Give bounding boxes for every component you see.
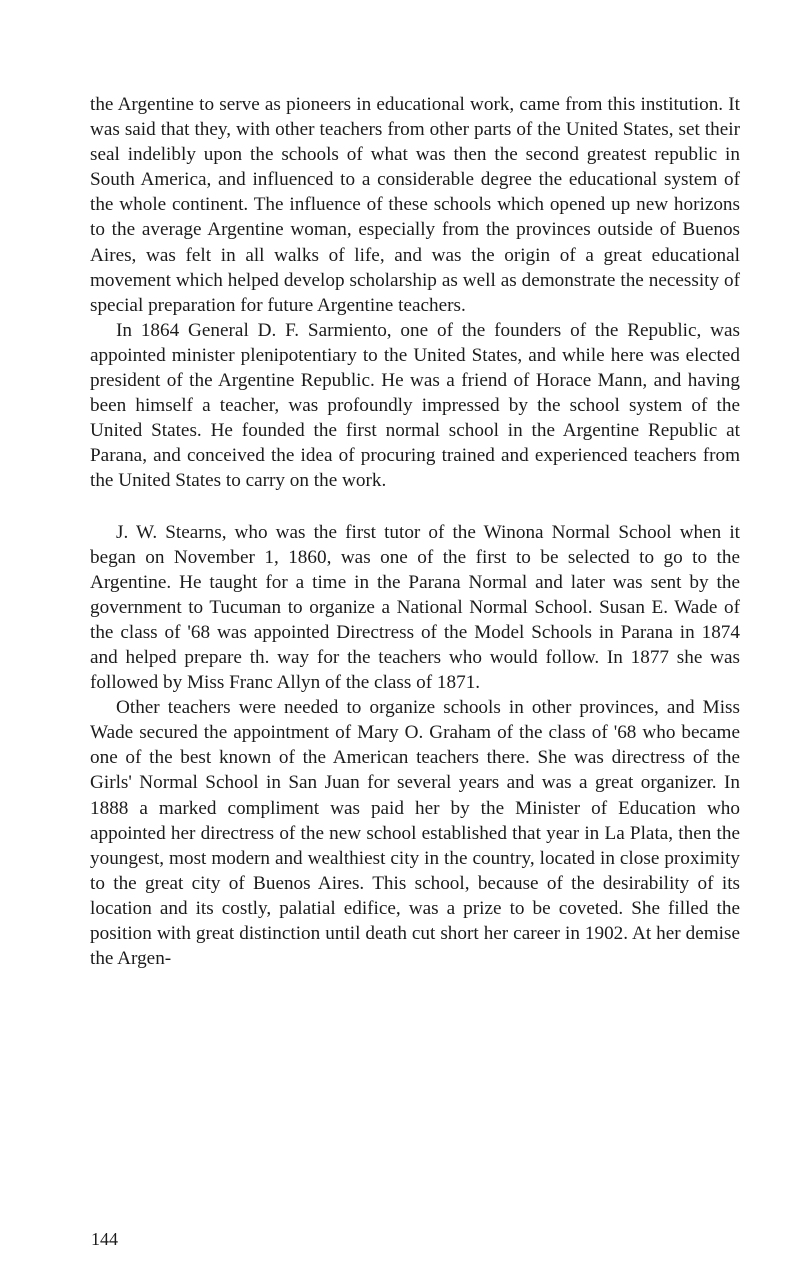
- paragraph-3: J. W. Stearns, who was the first tutor of the Winona Normal School when it began on November 1, 1860, was one of the first to be selected to go to the Argentine. He taught for a time in the Parana Normal and later was sent by the government to Tucuman to organize a National Normal School. Susan E. Wade of the class of '68 was appointed Directress of the Model Schools in Parana in 1874 and helped prepare th. way for the teachers who would follow. In 1877 she was followed by Miss Franc Allyn of the class of 1871.: [90, 521, 740, 694]
- paragraph-1: the Argentine to serve as pioneers in educational work, came from this institution. It was said that they, with other teachers from other parts of the United States, set their seal indelibly upon the schools of what was then the second greatest republic in South America, and influenced to a considerable degree the educational system of the whole continent. The influence of these schools which opened up new horizons to the average Argentine woman, especially from the provinces outside of Buenos Aires, was felt in all walks of life, and was the origin of a great educational movement which helped develop scholarship as well as demonstrate the necessity of special preparation for future Argentine teachers.: [90, 94, 740, 316]
- paragraph-4: Other teachers were needed to organize schools in other provinces, and Miss Wade secured the appointment of Mary O. Graham of the class of '68 who became one of the best known of the American teachers there. She was directress of the Girls' Normal School in San Juan for several years and was a great organizer. In 1888 a marked compliment was paid her by the Minister of Education who appointed her directress of the new school established that year in La Plata, then the youngest, most modern and wealthiest city in the country, located in close proximity to the great city of Buenos Aires. This school, because of the desirability of its location and its costly, palatial edifice, was a prize to be coveted. She filled the position with great distinction until death cut short her career in 1902. At her demise the Argen-: [90, 697, 740, 970]
- paragraph-2: In 1864 General D. F. Sarmiento, one of the founders of the Republic, was appointed minister plenipotentiary to the United States, and while here was elected president of the Argentine Republic. He was a friend of Horace Mann, and having been himself a teacher, was profoundly impressed by the school system of the United States. He founded the first normal school in the Argentine Republic at Parana, and conceived the idea of procuring trained and experienced teachers from the United States to carry on the work.: [90, 319, 740, 492]
- section-gap: [90, 494, 740, 520]
- page-number: 144: [91, 1229, 118, 1249]
- body-text: [90, 92, 740, 971]
